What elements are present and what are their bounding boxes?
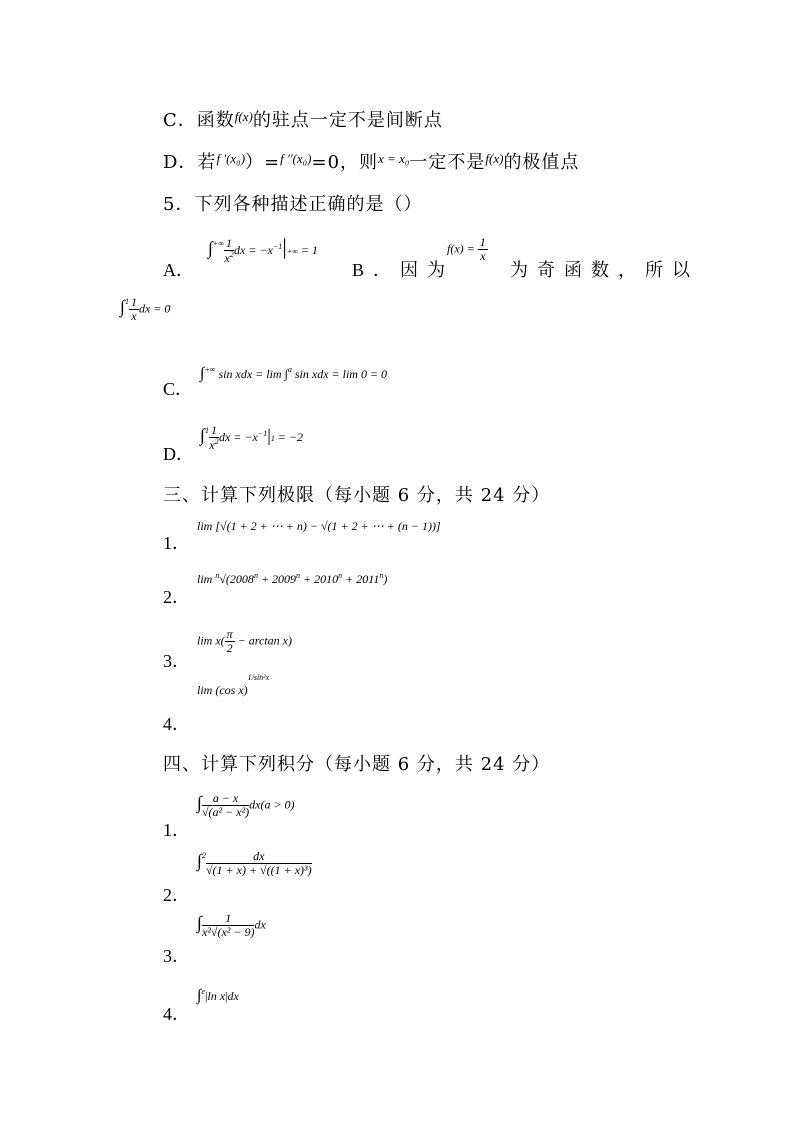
paren-equals: ）=	[245, 152, 281, 173]
option-c-label: C．函数	[163, 110, 235, 131]
option-5b-text: 为奇函数，所以	[510, 260, 699, 280]
option-5c-formula: ∫+∞ sin xdx = lim ∫$^a$ sin xdx = lim 0 = 0	[200, 365, 388, 382]
second-derivative: f ''(x₀)	[280, 151, 312, 166]
option-5b-label: B．因为	[352, 260, 455, 280]
fx-symbol: f(x)	[234, 109, 253, 124]
option-d-label: D．若	[163, 152, 217, 173]
option-5d-formula: ∫$^1$ $\frac{1}{x^2}$ dx = $-x^{-1}|1 = -2$	[200, 423, 304, 453]
s4-item1-label: 1．	[163, 820, 190, 840]
x-equals-x0: x = x₀	[378, 151, 410, 166]
s3-item2-label: 2．	[163, 587, 190, 607]
extremum-text: 的极值点	[503, 152, 580, 173]
s3-item4-label: 4．	[163, 714, 190, 734]
option-5b-fx: f(x) = $\frac{1}{x}$	[447, 235, 486, 264]
option-5c-label: C．	[163, 379, 194, 399]
section-3-title: 三、计算下列极限（每小题 6 分，共 24 分）	[163, 485, 551, 506]
equals-zero-text: =0，则	[311, 152, 379, 173]
first-derivative: f '(x₀)	[216, 151, 246, 166]
not-necessarily-text: 一定不是	[409, 152, 486, 173]
option-c-statement	[163, 106, 443, 132]
question-5: 5．下列各种描述正确的是（）	[163, 194, 423, 215]
option-5b-formula: ∫$^1$ $\frac{1}{x}$ dx = 0	[120, 295, 171, 324]
s4-item4-label: 4．	[163, 1004, 190, 1024]
option-c-text: 的驻点一定不是间断点	[252, 110, 443, 131]
s3-item1-formula: lim [√(1 + 2 + ⋯ + n) − √(1 + 2 + ⋯ + (n − 1))]	[197, 519, 441, 533]
s4-item3-formula: ∫ $\frac{1}{\text{x²√(x² − 9)}}$ dx	[197, 911, 266, 940]
s4-item2-label: 2．	[163, 885, 190, 905]
s3-item2-formula: $\lim ^n√(2008^n + 2009^n + 2010^n + 2011^n)$	[197, 571, 388, 586]
s4-item4-formula: ∫$^e$|ln x|dx	[197, 987, 239, 1004]
option-d-statement	[163, 148, 579, 174]
option-5d-label: D．	[163, 444, 194, 464]
s4-item3-label: 3．	[163, 946, 190, 966]
option-5a-label: A．	[163, 260, 194, 280]
s4-item2-formula: ∫$^2$ $\frac{dx}{\text{√(1 + x) + √((1 + x)³)}}$	[197, 849, 312, 878]
s3-item1-label: 1．	[163, 533, 190, 553]
fx-symbol: f(x)	[485, 151, 504, 166]
s3-item4-formula: lim (cos x)$^{1/sin^2x}$	[197, 673, 270, 697]
option-5a-formula: ∫+∞ $\frac{1}{x^2}$ dx = $-x^{-1}|+\infty = 1$	[208, 234, 318, 266]
section-4-title: 四、计算下列积分（每小题 6 分，共 24 分）	[163, 754, 551, 775]
s3-item3-formula: lim x( $\frac{\pi}{2}$ − arctan x)	[197, 627, 292, 656]
s4-item1-formula: ∫ $\frac{a - x}{\text{√(a² − x²)}}$ dx(a > 0)	[197, 791, 295, 820]
s3-item3-label: 3．	[163, 651, 190, 671]
